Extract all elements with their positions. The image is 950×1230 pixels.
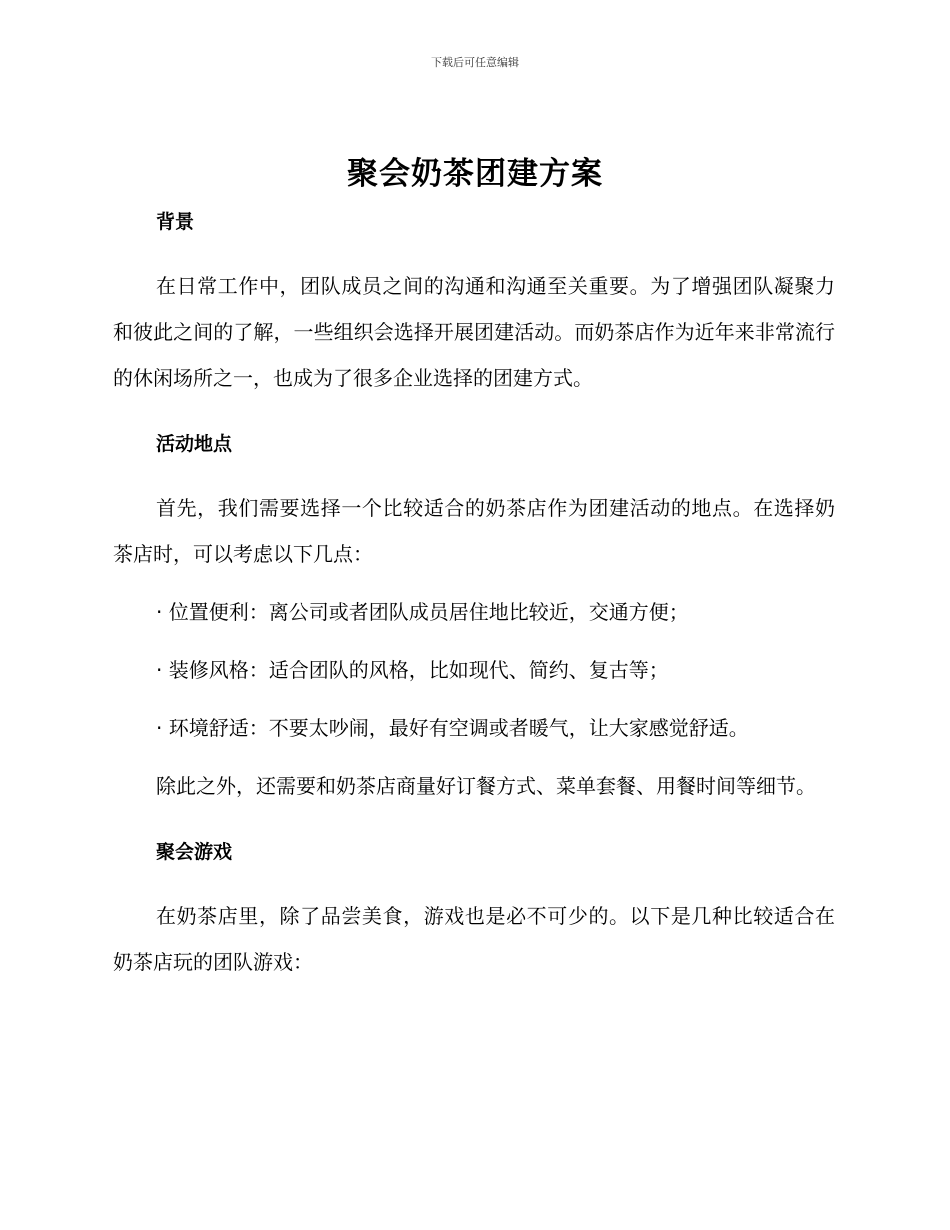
location-closing-paragraph: 除此之外，还需要和奶茶店商量好订餐方式、菜单套餐、用餐时间等细节。	[156, 774, 816, 798]
location-bullet-item: · 装修风格：适合团队的风格，比如现代、简约、复古等；	[156, 658, 669, 682]
section-heading-location: 活动地点	[156, 433, 233, 455]
section-heading-games: 聚会游戏	[156, 841, 233, 863]
header-note: 下载后可任意编辑	[431, 56, 519, 69]
background-paragraph: 在日常工作中，团队成员之间的沟通和沟通至关重要。为了增强团队凝聚力和彼此之间的了解，一些组织会选择开展团建活动。而奶茶店作为近年来非常流行的休闲场所之一，也成为了很多企业选择的团建方式。	[113, 274, 835, 390]
location-intro-paragraph: 首先，我们需要选择一个比较适合的奶茶店作为团建活动的地点。在选择奶茶店时，可以考虑以下几点：	[113, 496, 835, 566]
document-title: 聚会奶茶团建方案	[347, 156, 603, 192]
games-intro-paragraph: 在奶茶店里，除了品尝美食，游戏也是必不可少的。以下是几种比较适合在奶茶店玩的团队游戏：	[113, 904, 835, 974]
section-heading-background: 背景	[156, 211, 195, 233]
location-bullet-item: · 位置便利：离公司或者团队成员居住地比较近，交通方便；	[156, 600, 689, 624]
location-bullet-item: · 环境舒适：不要太吵闹，最好有空调或者暖气，让大家感觉舒适。	[156, 716, 749, 740]
document-body	[113, 205, 835, 985]
